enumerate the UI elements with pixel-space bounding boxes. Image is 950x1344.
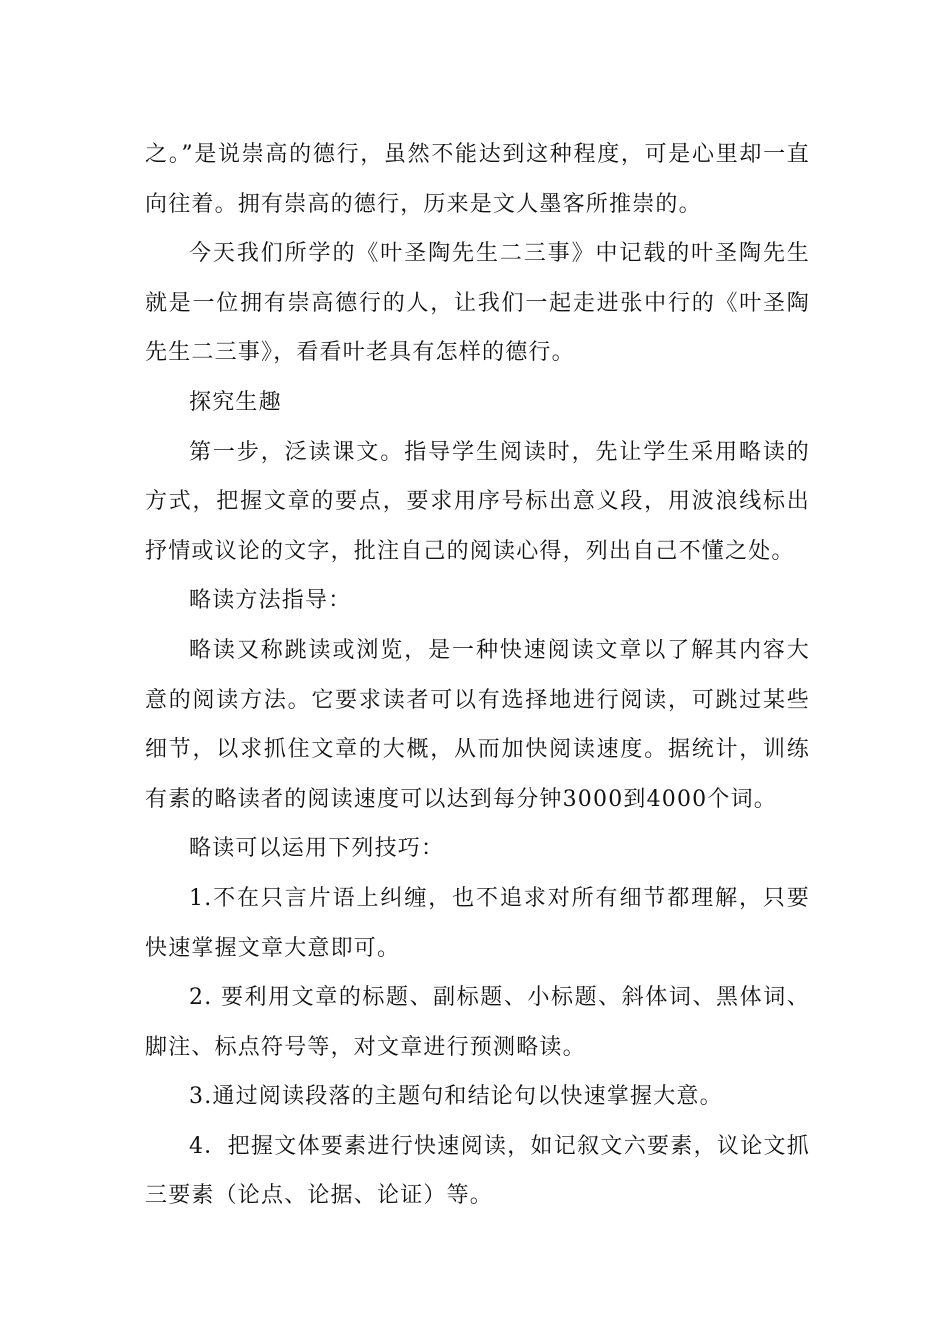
list-item-technique-2: 2. 要利用文章的标题、副标题、小标题、斜体词、黑体词、脚注、标点符号等，对文章进行预测略读。	[145, 985, 810, 1060]
paragraph-continuation: 之。”是说崇高的德行，虽然不能达到这种程度，可是心里却一直向往着。拥有崇高的德行，历来是文人墨客所推崇的。	[145, 142, 810, 217]
subheading-skimming-guide: 略读方法指导：	[189, 588, 352, 614]
paragraph-step-one: 第一步，泛读课文。指导学生阅读时，先让学生采用略读的方式，把握文章的要点，要求用序号标出意义段，用波浪线标出抒情或议论的文字，批注自己的阅读心得，列出自己不懂之处。	[145, 439, 810, 564]
list-item-technique-1: 1.不在只言片语上纠缠，也不追求对所有细节都理解，只要快速掌握文章大意即可。	[145, 885, 810, 961]
list-item-technique-3: 3.通过阅读段落的主题句和结论句以快速掌握大意。	[189, 1084, 723, 1110]
subheading-skimming-techniques: 略读可以运用下列技巧：	[189, 836, 445, 862]
document-body	[145, 130, 810, 1221]
list-item-technique-4: 4．把握文体要素进行快速阅读，如记叙文六要素，议论文抓三要素（论点、论据、论证）等。	[145, 1133, 810, 1209]
paragraph-skimming-definition: 略读又称跳读或浏览，是一种快速阅读文章以了解其内容大意的阅读方法。它要求读者可以有选择地进行阅读，可跳过某些细节，以求抓住文章的大概，从而加快阅读速度。据统计，训练有素的略读者的阅读速度可以达到每分钟3000到4000个词。	[145, 637, 810, 812]
section-heading-explore: 探究生趣	[189, 389, 282, 415]
paragraph-intro: 今天我们所学的《叶圣陶先生二三事》中记载的叶圣陶先生就是一位拥有崇高德行的人，让我们一起走进张中行的《叶圣陶先生二三事》，看看叶老具有怎样的德行。	[145, 241, 810, 366]
